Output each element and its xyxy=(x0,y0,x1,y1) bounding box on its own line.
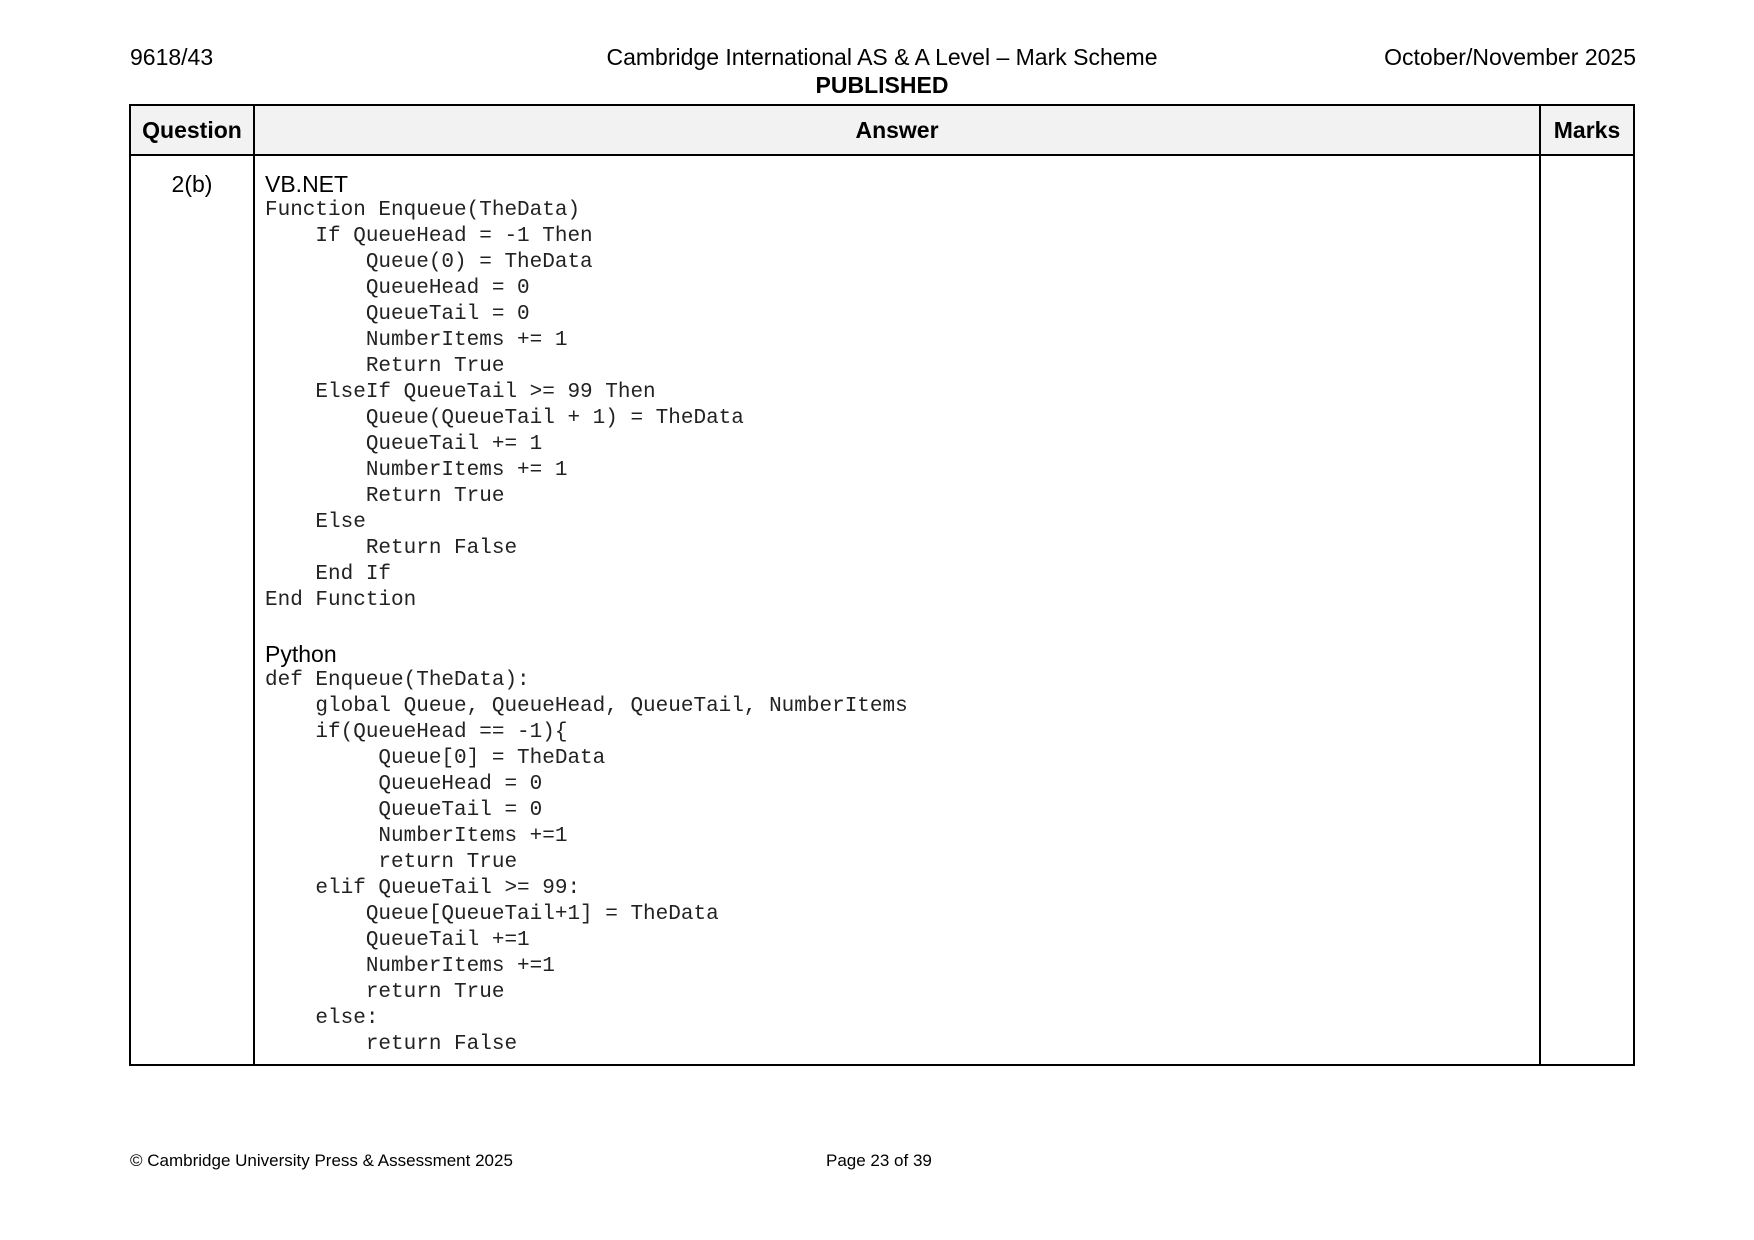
document-title: Cambridge International AS & A Level – Mark Scheme xyxy=(606,44,1158,70)
published-label: PUBLISHED xyxy=(815,72,949,98)
python-label: Python xyxy=(265,641,337,667)
question-number: 2(b) xyxy=(171,171,213,197)
copyright-notice: © Cambridge University Press & Assessment 2025 xyxy=(130,1151,513,1170)
vbnet-code: Function Enqueue(TheData) If QueueHead = -1 Then Queue(0) = TheData QueueHead = 0 QueueTail = 0 NumberItems += 1 Return True ElseIf QueueTail >= 99 Then Queue(QueueTail + 1) = TheData QueueTail += 1 NumberItems += 1 Return True Else Return False End If End Function xyxy=(265,199,744,612)
vbnet-label: VB.NET xyxy=(265,171,349,197)
answer-cell xyxy=(254,155,1540,1065)
mark-scheme-table xyxy=(129,104,1635,1066)
table-row xyxy=(130,155,1634,1065)
question-cell xyxy=(130,155,254,1065)
marks-cell xyxy=(1540,155,1634,1065)
question-column-header: Question xyxy=(130,105,254,155)
paper-code: 9618/43 xyxy=(130,44,214,70)
answer-column-header: Answer xyxy=(254,105,1540,155)
exam-session: October/November 2025 xyxy=(1384,44,1636,70)
python-code: def Enqueue(TheData): global Queue, QueueHead, QueueTail, NumberItems if(QueueHead == -1){ Queue[0] = TheData QueueHead = 0 QueueTail = 0 NumberItems +=1 return True elif QueueTail >= 99: Queue[QueueTail+1] = TheData QueueTail +=1 NumberItems +=1 return True else: return False xyxy=(265,669,908,1056)
table-header-row xyxy=(130,105,1634,155)
marks-column-header: Marks xyxy=(1540,105,1634,155)
page-number: Page 23 of 39 xyxy=(826,1151,932,1170)
